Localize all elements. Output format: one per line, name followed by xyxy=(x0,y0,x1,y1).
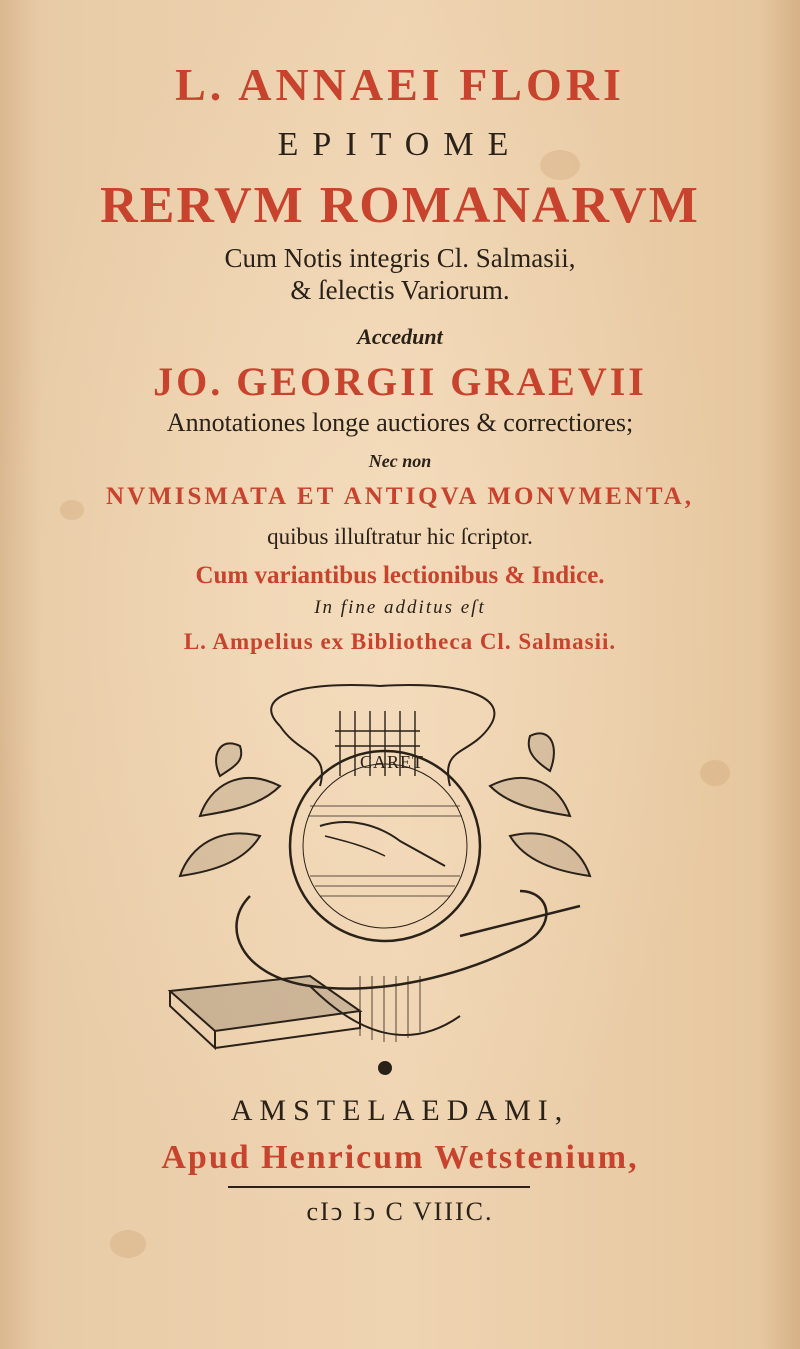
in-fine-line: In fine additus eſt xyxy=(314,597,486,618)
accedunt-line: Accedunt xyxy=(357,324,443,349)
notes-line-1: Cum Notis integris Cl. Salmasii, xyxy=(224,243,576,273)
imprint-publisher: Apud Henricum Wetstenium, xyxy=(161,1139,639,1176)
variant-readings-line: Cum variantibus lectionibus & Indice. xyxy=(195,562,605,589)
foxing-spot xyxy=(700,760,730,786)
imprint-city: AMSTELAEDAMI, xyxy=(230,1094,570,1127)
imprint-rule xyxy=(228,1186,530,1188)
ampelius-line: L. Ampelius ex Bibliotheca Cl. Salmasii. xyxy=(183,629,617,654)
nec-non-line: Nec non xyxy=(368,451,432,471)
editor-name: JO. GEORGII GRAEVII xyxy=(153,359,647,404)
imprint-date: cIↄ Iↄ C VIIIC. xyxy=(306,1197,494,1226)
engraved-vignette xyxy=(160,676,610,1086)
work-title: RERVM ROMANARVM xyxy=(100,177,700,234)
book xyxy=(170,976,360,1031)
epitome-heading: EPITOME xyxy=(277,126,523,163)
numismata-line: NVMISMATA ET ANTIQVA MONVMENTA, xyxy=(106,483,694,510)
annotationes-line: Annotationes longe auctiores & correctiores; xyxy=(166,408,634,437)
medallion xyxy=(290,751,480,941)
notes-line-2: & ſelectis Variorum. xyxy=(290,275,510,305)
author-name: L. ANNAEI FLORI xyxy=(175,59,625,110)
vignette-motto: CARET xyxy=(360,752,425,772)
foxing-spot xyxy=(110,1230,146,1258)
quibus-line: quibus illuſtratur hic ſcriptor. xyxy=(267,524,533,549)
